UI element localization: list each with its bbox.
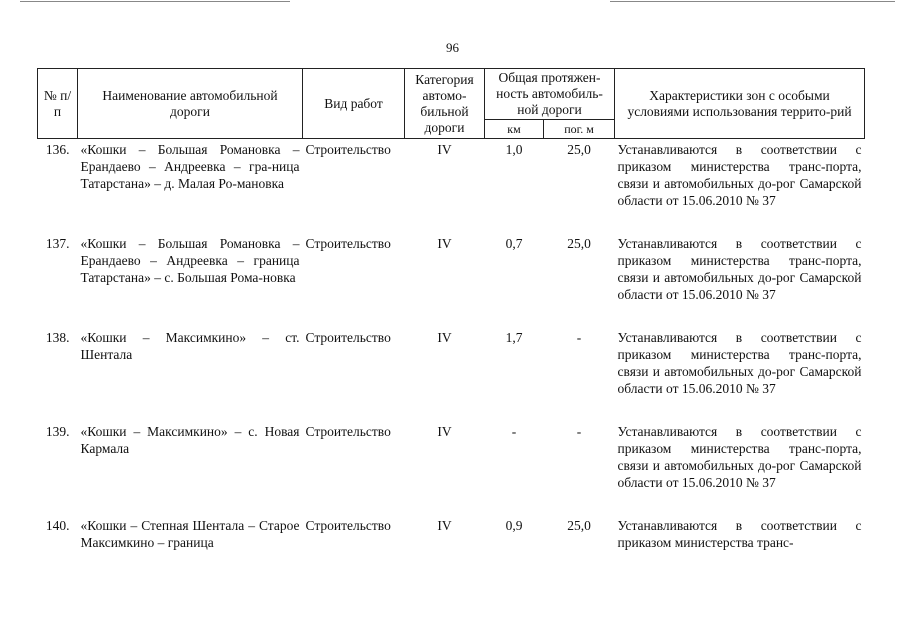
- work-type: Строительство: [305, 424, 391, 439]
- length-km: 1,0: [505, 142, 523, 157]
- road-category: IV: [437, 330, 452, 345]
- table-row: [38, 515, 865, 567]
- table-row: [38, 139, 865, 234]
- zone-characteristics: Устанавливаются в соответствии с приказом министерства транс-порта, связи и автомобильных до-рог Самарской области от 15.06.2010 № 37: [617, 142, 862, 208]
- road-category: IV: [437, 424, 452, 439]
- header-road-name: Наименование автомобильной дороги: [78, 69, 303, 139]
- header-total-length: Общая протяжен-ность автомобиль-ной дороги: [485, 69, 615, 120]
- page-number: 96: [446, 40, 459, 55]
- table-row: [38, 233, 865, 327]
- row-number: 140.: [45, 518, 70, 533]
- work-type: Строительство: [305, 236, 391, 251]
- length-pm: 25,0: [567, 518, 591, 533]
- road-category: IV: [437, 518, 452, 533]
- length-km: 0,7: [505, 236, 523, 251]
- row-number: 136.: [45, 142, 70, 157]
- road-name: «Кошки – Степная Шентала – Старое Максимкино – граница: [80, 518, 300, 550]
- length-km: 0,9: [505, 518, 523, 533]
- work-type: Строительство: [305, 330, 391, 345]
- road-name: «Кошки – Максимкино» – с. Новая Кармала: [80, 424, 300, 456]
- work-type: Строительство: [305, 518, 391, 533]
- header-pm: пог. м: [544, 120, 615, 139]
- length-pm: -: [576, 424, 582, 439]
- zone-characteristics: Устанавливаются в соответствии с приказом министерства транс-порта, связи и автомобильных до-рог Самарской области от 15.06.2010 № 37: [617, 236, 862, 302]
- header-work-type: Вид работ: [303, 69, 405, 139]
- zone-characteristics: Устанавливаются в соответствии с приказом министерства транс-порта, связи и автомобильных до-рог Самарской области от 15.06.2010 № 37: [617, 424, 862, 490]
- zone-characteristics: Устанавливаются в соответствии с приказом министерства транс-порта, связи и автомобильных до-рог Самарской области от 15.06.2010 № 37: [617, 330, 862, 396]
- header-category: Категория автомо-бильной дороги: [405, 69, 485, 139]
- road-category: IV: [437, 142, 452, 157]
- scan-line-top-right: [610, 1, 895, 2]
- header-km: км: [485, 120, 544, 139]
- row-number: 138.: [45, 330, 70, 345]
- road-name: «Кошки – Большая Романовка – Ерандаево – Андреевка – гра-ница Татарстана» – д. Малая Ро-мановка: [80, 142, 300, 191]
- table-row: [38, 327, 865, 421]
- length-pm: -: [576, 330, 582, 345]
- road-name: «Кошки – Максимкино» – ст. Шентала: [80, 330, 300, 362]
- table-row: [38, 421, 865, 515]
- row-number: 139.: [45, 424, 70, 439]
- zone-characteristics: Устанавливаются в соответствии с приказом министерства транс-: [617, 518, 862, 550]
- length-pm: 25,0: [567, 236, 591, 251]
- length-pm: 25,0: [567, 142, 591, 157]
- row-number: 137.: [45, 236, 70, 251]
- length-km: -: [511, 424, 517, 439]
- roads-table: [37, 68, 865, 567]
- length-km: 1,7: [505, 330, 523, 345]
- header-num: № п/п: [38, 69, 78, 139]
- header-zones: Характеристики зон с особыми условиями использования террито-рий: [615, 69, 865, 139]
- scan-line-top-left: [20, 1, 290, 2]
- road-category: IV: [437, 236, 452, 251]
- road-name: «Кошки – Большая Романовка – Ерандаево – Андреевка – граница Татарстана» – с. Большая Рома-новка: [80, 236, 300, 285]
- work-type: Строительство: [305, 142, 391, 157]
